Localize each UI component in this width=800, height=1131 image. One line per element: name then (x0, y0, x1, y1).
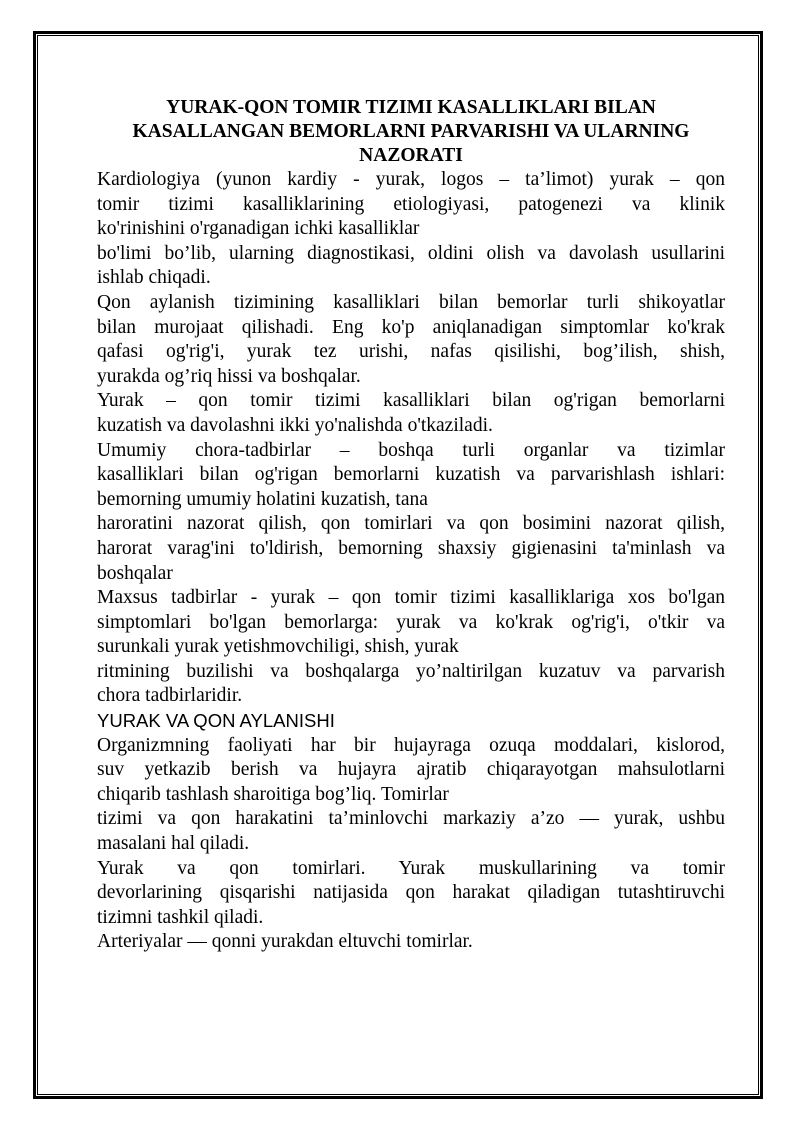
paragraph-line: kuzatish va davolashni ikki yo'nalishda o'tkaziladi. (97, 414, 493, 436)
paragraph-line: bilan murojaat qilishadi. Eng ko'p aniqlanadigan simptomlar ko'krak (97, 316, 725, 338)
paragraph-line: bo'limi bo’lib, ularning diagnostikasi, oldini olish va davolash usullarini (97, 242, 725, 264)
paragraph-line: devorlarining qisqarishi natijasida qon harakat qiladigan tutashtiruvchi (97, 882, 725, 904)
section-heading: YURAK VA QON AYLANISHI (97, 710, 335, 732)
paragraph-line: Organizmning faoliyati har bir hujayraga ozuqa moddalari, kislorod, (97, 734, 725, 756)
paragraph-line: yurakda og’riq hissi va boshqalar. (97, 365, 361, 387)
paragraph-line: bemorning umumiy holatini kuzatish, tana (97, 488, 428, 510)
title-line-3: NAZORATI (359, 145, 463, 166)
paragraph-line: Qon aylanish tizimining kasalliklari bilan bemorlar turli shikoyatlar (97, 291, 725, 313)
paragraph-line: Kardiologiya (yunon kardiy - yurak, logos – ta’limot) yurak – qon (97, 169, 725, 190)
paragraph-special-measures (97, 586, 725, 709)
paragraph-directions (97, 389, 725, 438)
paragraph-general-measures (97, 439, 725, 587)
paragraph-line: Umumiy chora-tadbirlar – boshqa turli organlar va tizimlar (97, 439, 725, 461)
paragraph-symptoms (97, 291, 725, 389)
paragraph-line: tomir tizimi kasalliklarining etiologiyasi, patogenezi va klinik (97, 193, 725, 215)
paragraph-line: surunkali yurak yetishmovchiligi, shish, yurak (97, 636, 459, 658)
paragraph-line: ko'rinishini o'rganadigan ichki kasalliklar (97, 218, 420, 240)
paragraph-line: kasalliklari bilan og'rigan bemorlarni kuzatish va parvarishlash ishlari: (97, 464, 725, 486)
paragraph-line: Maxsus tadbirlar - yurak – qon tomir tizimi kasalliklariga xos bo'lgan (97, 587, 725, 609)
paragraph-line: ritmining buzilishi va boshqalarga yo’naltirilgan kuzatuv va parvarish (97, 660, 725, 682)
paragraph-line: tizimni tashkil qiladi. (97, 906, 264, 928)
paragraph-line: suv yetkazib berish va hujayra ajratib chiqarayotgan mahsulotlarni (97, 759, 725, 781)
paragraph-heart-vessels (97, 857, 725, 931)
paragraph-organism (97, 734, 725, 857)
title-line-1: YURAK-QON TOMIR TIZIMI KASALLIKLARI BILAN (166, 97, 656, 118)
document-body (97, 96, 725, 955)
paragraph-line: chiqarib tashlash sharoitiga bog’liq. Tomirlar (97, 783, 449, 805)
paragraph-line: Yurak va qon tomirlari. Yurak muskullarining va tomir (97, 857, 725, 879)
document-title (97, 96, 725, 168)
paragraph-line: boshqalar (97, 562, 173, 584)
paragraph-line: tizimi va qon harakatini ta’minlovchi markaziy a’zo — yurak, ushbu (97, 808, 725, 830)
paragraph-arteries (97, 930, 725, 955)
paragraph-line: simptomlari bo'lgan bemorlarga: yurak va ko'krak og'rig'i, o'tkir va (97, 611, 725, 633)
paragraph-line: Yurak – qon tomir tizimi kasalliklari bilan og'rigan bemorlarni (97, 390, 725, 412)
paragraph-line: qafasi og'rig'i, yurak tez urishi, nafas qisilishi, bog’ilish, shish, (97, 341, 725, 363)
paragraph-line: ishlab chiqadi. (97, 267, 211, 289)
title-line-2: KASALLANGAN BEMORLARNI PARVARISHI VA ULARNING (132, 121, 690, 142)
paragraph-intro (97, 168, 725, 291)
paragraph-line: Arteriyalar — qonni yurakdan eltuvchi tomirlar. (97, 931, 473, 953)
paragraph-line: haroratini nazorat qilish, qon tomirlari va qon bosimini nazorat qilish, (97, 513, 725, 535)
paragraph-line: harorat varag'ini to'ldirish, bemorning shaxsiy gigienasini ta'minlash va (97, 537, 725, 559)
paragraph-line: chora tadbirlaridir. (97, 685, 243, 707)
paragraph-line: masalani hal qiladi. (97, 833, 250, 855)
